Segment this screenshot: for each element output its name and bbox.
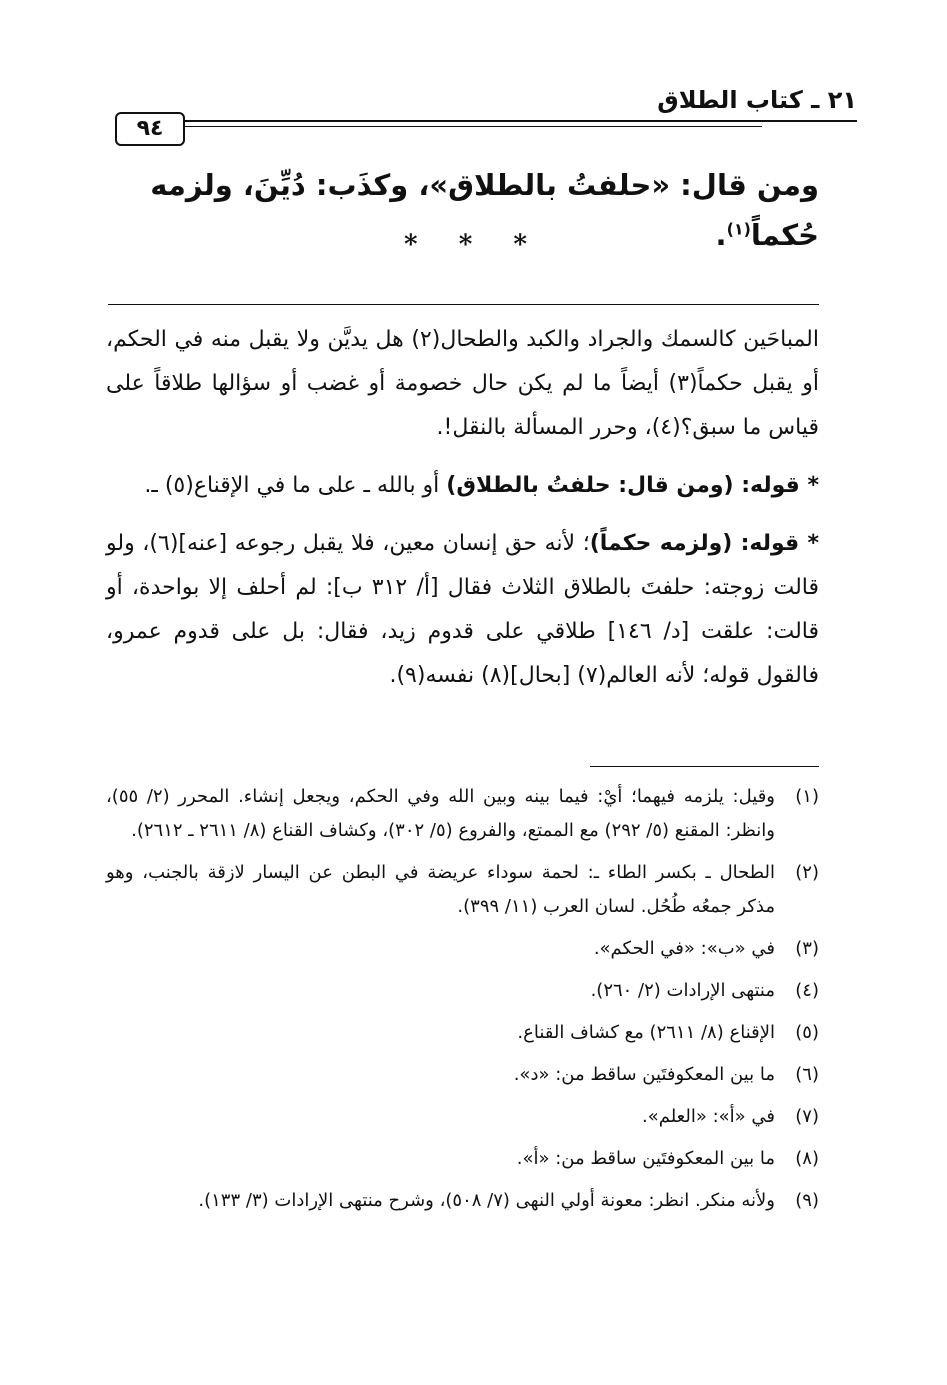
footnote-text: الطحال ـ بكسر الطاء ـ: لحمة سوداء عريضة في البطن عن اليسار لازقة بالجنب، وهو مذكر جمعُه طُحُل. لسان العرب (١١/ ٣٩٩). bbox=[106, 862, 775, 917]
footnote-text: في «أ»: «العلم». bbox=[642, 1106, 775, 1127]
footnote-number: (٧) bbox=[795, 1106, 819, 1127]
header-rule bbox=[118, 120, 857, 122]
footnote-text: في «ب»: «في الحكم». bbox=[593, 938, 775, 959]
footnote-text: وقيل: يلزمه فيهما؛ أيْ: فيما بينه وبين الله وفي الحكم، ويجعل إنشاء. المحرر (٢/ ٥٥)، وانظر: المقنع (٥/ ٢٩٢) مع الممتع، والفروع (٥/ ٣٠٢)، وكشاف القناع (٨/ ٢٦١١ ـ ٢٦١٢). bbox=[106, 786, 775, 841]
footnote bbox=[106, 1100, 819, 1134]
commentary-text: ؛ لأنه حق إنسان معين، فلا يقبل رجوعه [عنه](٦)، ولو قالت زوجته: حلفتَ بالطلاق الثلاث فقال [أ/ ٣١٢ ب]: لم أحلف إلا بواحدة، أو قالت: علقت [د/ ١٤٦] طلاقي على قدوم زيد، فقال: بل على قدوم عمرو، فالقول قوله؛ لأنه العالم(٧) [بحال](٨) نفسه(٩). bbox=[106, 531, 819, 688]
quoted-phrase: * قوله: (ولزمه حكماً) bbox=[589, 531, 819, 556]
footnote-number: (٣) bbox=[795, 938, 819, 959]
commentary-paragraph-3 bbox=[106, 522, 819, 698]
footnote-number: (٦) bbox=[795, 1064, 819, 1085]
footnote-number: (٨) bbox=[795, 1148, 819, 1169]
footnote-text: ما بين المعكوفتَين ساقط من: «أ». bbox=[516, 1148, 775, 1169]
commentary-paragraph-1: المباحَين كالسمك والجراد والكبد والطحال(٢) هل يديَّن ولا يقبل منه في الحكم، أو يقبل حكماً(٣) أيضاً ما لم يكن حال خصومة أو غضب أو سؤالها طلاقاً على قياس ما سبق؟(٤)، وحرر المسألة بالنقل!. bbox=[106, 327, 820, 440]
footnote-text: ولأنه منكر. انظر: معونة أولي النهى (٧/ ٥٠٨)، وشرح منتهى الإرادات (٣/ ١٣٣). bbox=[198, 1190, 775, 1211]
footnote bbox=[106, 974, 819, 1008]
main-text: ومن قال: «حلفتُ بالطلاق»، وكذَب: دُيِّنَ، ولزمه حُكماً bbox=[150, 168, 819, 252]
footnote bbox=[106, 1142, 819, 1176]
commentary-section bbox=[106, 318, 819, 712]
footnote-text: ما بين المعكوفتَين ساقط من: «د». bbox=[513, 1064, 775, 1085]
footnote-number: (٤) bbox=[795, 980, 819, 1001]
commentary-text: أو بالله ـ على ما في الإقناع(٥) ـ. bbox=[144, 473, 447, 498]
footnote-number: (٩) bbox=[795, 1190, 819, 1211]
footnote bbox=[106, 1058, 819, 1092]
footnote-number: (٢) bbox=[795, 862, 819, 883]
section-separator: * * * bbox=[404, 230, 543, 260]
footnote bbox=[106, 780, 819, 848]
main-text-end: . bbox=[715, 218, 727, 252]
footnote-number: (٥) bbox=[795, 1022, 819, 1043]
footnote bbox=[106, 856, 819, 924]
page-number-box: ٩٤ bbox=[115, 112, 185, 146]
footnote-ref: (١) bbox=[726, 219, 751, 239]
quoted-phrase: * قوله: (ومن قال: حلفتُ بالطلاق) bbox=[446, 473, 819, 498]
footnote-rule bbox=[590, 766, 819, 767]
footnote-text: منتهى الإرادات (٢/ ٢٦٠). bbox=[590, 980, 775, 1001]
footnote-number: (١) bbox=[795, 786, 819, 807]
header-rule-thin bbox=[118, 126, 762, 127]
footnote bbox=[106, 932, 819, 966]
commentary-paragraph-2 bbox=[106, 464, 819, 508]
footnote bbox=[106, 1184, 819, 1218]
chapter-title: ٢١ ـ كتاب الطلاق bbox=[657, 86, 857, 114]
footnotes-section bbox=[106, 780, 819, 1226]
footnote bbox=[106, 1016, 819, 1050]
commentary-rule bbox=[108, 304, 819, 305]
footnote-text: الإقناع (٨/ ٢٦١١) مع كشاف القناع. bbox=[517, 1022, 775, 1043]
